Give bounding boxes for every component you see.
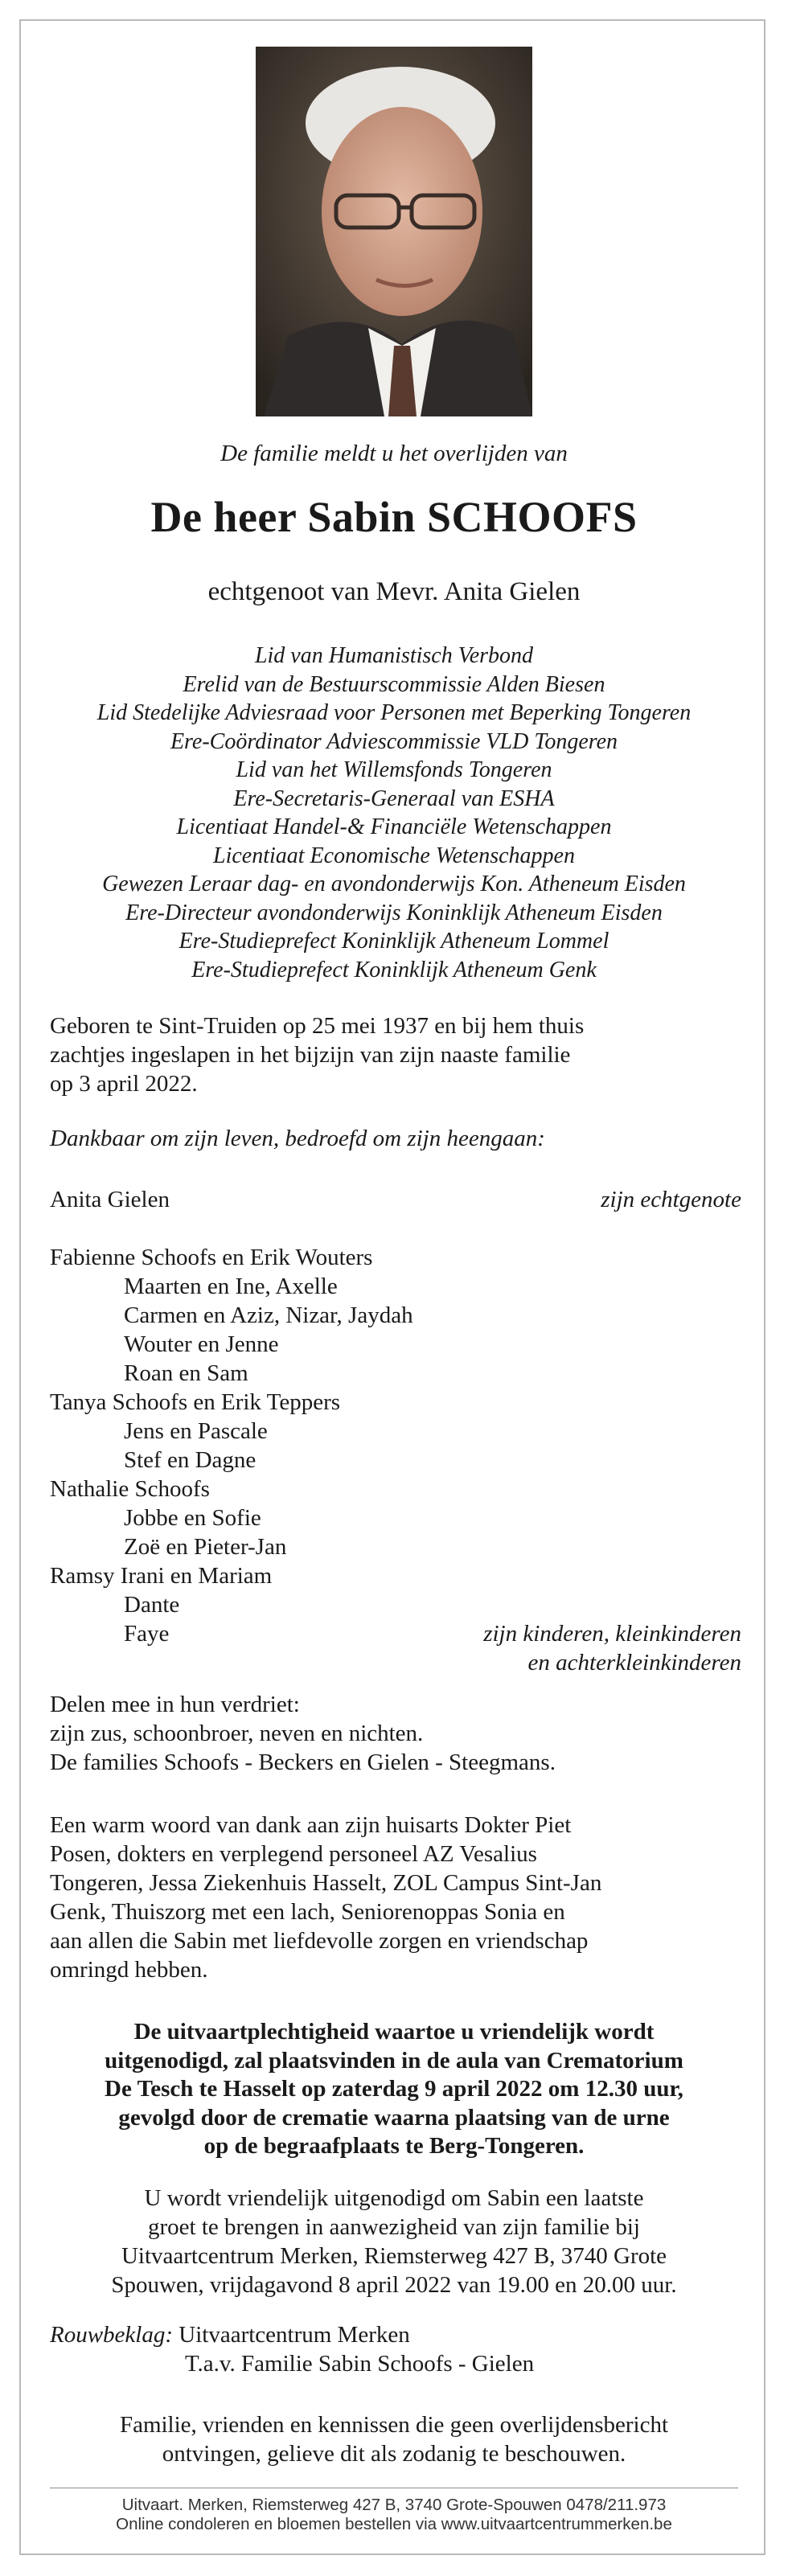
family-row bbox=[50, 1243, 741, 1272]
text-line: ontvingen, gelieve dit als zodanig te beschouwen. bbox=[162, 2441, 626, 2467]
family-name: Wouter en Jenne bbox=[124, 1331, 279, 1357]
text-line: U wordt vriendelijk uitgenodigd om Sabin een laatste bbox=[144, 2185, 644, 2211]
grateful-line: Dankbaar om zijn leven, bedroefd om zijn heengaan: bbox=[50, 1126, 545, 1151]
title-item: Ere-Directeur avondonderwijs Koninklijk Atheneum Eisden bbox=[125, 900, 663, 925]
family-relation: zijn echtgenote bbox=[601, 1187, 741, 1212]
family-name: Roan en Sam bbox=[124, 1360, 248, 1386]
family-row bbox=[50, 1272, 741, 1301]
titles-list bbox=[0, 642, 788, 984]
text-line: Familie, vrienden en kennissen die geen overlijdensbericht bbox=[119, 2412, 669, 2438]
shared-grief-text bbox=[50, 1690, 741, 1777]
family-name: Fabienne Schoofs en Erik Wouters bbox=[50, 1245, 373, 1270]
thanks-text bbox=[50, 1811, 741, 1984]
visitation-invite bbox=[0, 2184, 788, 2299]
title-item: Lid van Humanistisch Verbond bbox=[254, 643, 534, 668]
text-line: omringd hebben. bbox=[50, 1957, 208, 1983]
family-name: Zoë en Pieter-Jan bbox=[124, 1534, 287, 1560]
family-name: Tanya Schoofs en Erik Teppers bbox=[50, 1389, 341, 1415]
family-row bbox=[50, 1503, 741, 1532]
family-name: Nathalie Schoofs bbox=[50, 1476, 210, 1502]
portrait-photo bbox=[256, 47, 532, 416]
text-line: Tongeren, Jessa Ziekenhuis Hasselt, ZOL Campus Sint-Jan bbox=[50, 1870, 602, 1896]
family-row bbox=[50, 1619, 741, 1648]
family-name: Faye bbox=[124, 1621, 170, 1647]
title-item: Gewezen Leraar dag- en avondonderwijs Kon. Atheneum Eisden bbox=[102, 872, 686, 896]
family-row bbox=[50, 1475, 741, 1503]
text-line: Uitvaartcentrum Merken, Riemsterweg 427 B, 3740 Grote bbox=[121, 2243, 667, 2269]
family-relation: en achterkleinkinderen bbox=[527, 1650, 741, 1676]
family-row bbox=[50, 1417, 741, 1446]
spouse-row bbox=[50, 1185, 741, 1214]
text-line: De families Schoofs - Beckers en Gielen - Steegmans. bbox=[50, 1749, 556, 1775]
ceremony-announcement bbox=[0, 2018, 788, 2161]
family-name: Maarten en Ine, Axelle bbox=[124, 1274, 338, 1299]
text-line: zachtjes ingeslapen in het bijzijn van zijn naaste familie bbox=[50, 1042, 571, 1068]
text-line: De Tesch te Hasselt op zaterdag 9 april 2022 om 12.30 uur, bbox=[105, 2076, 683, 2102]
text-line: Genk, Thuiszorg met een lach, Seniorenoppas Sonia en bbox=[50, 1899, 565, 1925]
title-item: Licentiaat Handel-& Financiële Wetenschappen bbox=[176, 814, 612, 839]
condolence-label: Rouwbeklag: bbox=[50, 2322, 174, 2348]
text-line: De uitvaartplechtigheid waartoe u vriendelijk wordt bbox=[133, 2019, 655, 2045]
text-line: groet te brengen in aanwezigheid van zijn familie bij bbox=[148, 2214, 640, 2240]
footer-line: Online condoleren en bloemen bestellen via www.uitvaartcentrummerken.be bbox=[116, 2515, 672, 2533]
family-row bbox=[50, 1330, 741, 1359]
title-item: Erelid van de Bestuurscommissie Alden Biesen bbox=[183, 671, 605, 697]
family-row bbox=[50, 1561, 741, 1590]
birth-death-text bbox=[50, 1011, 741, 1098]
family-name: Dante bbox=[124, 1592, 180, 1618]
text-line: op de begraafplaats te Berg-Tongeren. bbox=[203, 2133, 585, 2159]
closing-note bbox=[0, 2410, 788, 2468]
spouse-line: echtgenoot van Mevr. Anita Gielen bbox=[207, 577, 581, 606]
condolence-recipient: Uitvaartcentrum Merken bbox=[179, 2322, 410, 2348]
text-line: Geboren te Sint-Truiden op 25 mei 1937 en bij hem thuis bbox=[50, 1013, 585, 1039]
text-line: uitgenodigd, zal plaatsvinden in de aula van Crematorium bbox=[105, 2047, 683, 2074]
deceased-name: De heer Sabin SCHOOFS bbox=[150, 493, 638, 541]
condolence-attention: T.a.v. Familie Sabin Schoofs - Gielen bbox=[185, 2351, 535, 2377]
family-row bbox=[50, 1590, 741, 1619]
title-item: Ere-Studieprefect Koninklijk Atheneum Genk bbox=[191, 957, 597, 982]
family-list bbox=[50, 1185, 741, 1677]
family-row bbox=[50, 1301, 741, 1330]
text-line: Een warm woord van dank aan zijn huisarts Dokter Piet bbox=[50, 1812, 572, 1838]
family-row bbox=[50, 1388, 741, 1417]
text-line: op 3 april 2022. bbox=[50, 1071, 198, 1097]
title-item: Lid van het Willemsfonds Tongeren bbox=[236, 757, 552, 782]
funeral-home-footer bbox=[0, 2496, 788, 2534]
family-name: Jens en Pascale bbox=[124, 1418, 268, 1444]
family-name: Carmen en Aziz, Nizar, Jaydah bbox=[124, 1302, 413, 1328]
family-name: Anita Gielen bbox=[50, 1187, 170, 1212]
text-line: aan allen die Sabin met liefdevolle zorgen en vriendschap bbox=[50, 1928, 589, 1954]
family-name: Ramsy Irani en Mariam bbox=[50, 1563, 273, 1589]
spacer bbox=[50, 1214, 741, 1243]
family-name: Stef en Dagne bbox=[124, 1447, 257, 1473]
family-relation: zijn kinderen, kleinkinderen bbox=[483, 1621, 741, 1647]
family-name: Jobbe en Sofie bbox=[124, 1505, 261, 1531]
text-line bbox=[50, 2320, 741, 2349]
title-item: Ere-Studieprefect Koninklijk Atheneum Lommel bbox=[179, 929, 609, 954]
family-row bbox=[50, 1532, 741, 1561]
family-row bbox=[50, 1648, 741, 1677]
text-line: Delen mee in hun verdriet: bbox=[50, 1692, 300, 1717]
intro-text: De familie meldt u het overlijden van bbox=[220, 441, 568, 466]
title-item: Licentiaat Economische Wetenschappen bbox=[213, 843, 575, 868]
title-item: Ere-Secretaris-Generaal van ESHA bbox=[233, 786, 555, 811]
text-line: Spouwen, vrijdagavond 8 april 2022 van 19.00 en 20.00 uur. bbox=[111, 2272, 677, 2298]
footer-line: Uitvaart. Merken, Riemsterweg 427 B, 3740 Grote-Spouwen 0478/211.973 bbox=[121, 2496, 667, 2514]
text-line: zijn zus, schoonbroer, neven en nichten. bbox=[50, 1721, 424, 1746]
family-row bbox=[50, 1446, 741, 1475]
condolence-address bbox=[50, 2320, 741, 2378]
text-line: Posen, dokters en verplegend personeel AZ Vesalius bbox=[50, 1841, 537, 1867]
family-row bbox=[50, 1359, 741, 1388]
title-item: Ere-Coördinator Adviescommissie VLD Tongeren bbox=[170, 728, 618, 754]
title-item: Lid Stedelijke Adviesraad voor Personen met Beperking Tongeren bbox=[96, 700, 692, 725]
text-line: gevolgd door de crematie waarna plaatsing van de urne bbox=[118, 2104, 670, 2131]
